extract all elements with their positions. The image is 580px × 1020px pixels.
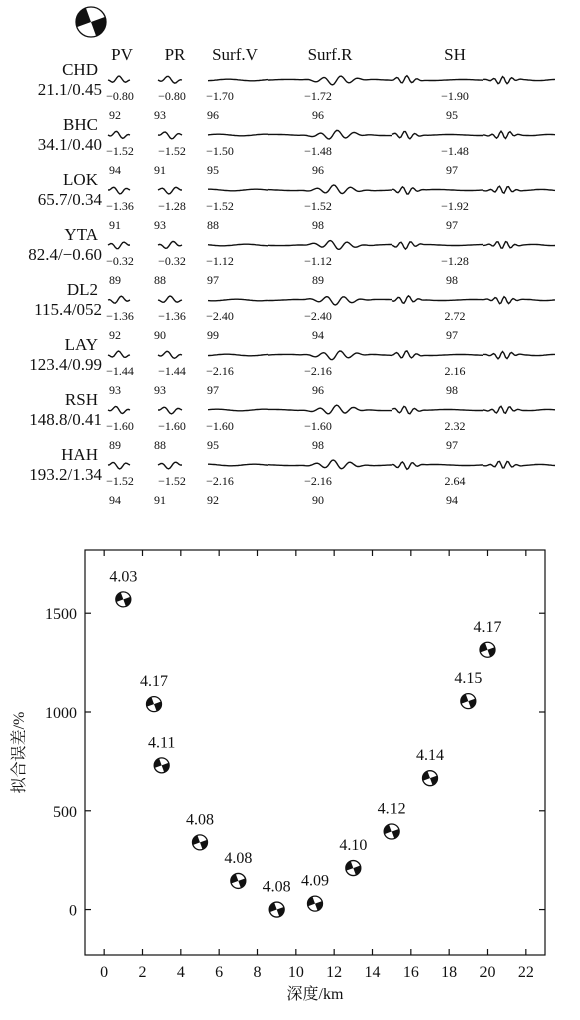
time-shift-value: −1.72 [304, 89, 332, 103]
x-tick-label: 12 [326, 964, 343, 981]
time-shift-value: −1.52 [304, 199, 332, 213]
beachball-icon [154, 758, 169, 773]
time-shift-value: −1.52 [106, 474, 134, 488]
fit-percent-value: 94 [446, 493, 458, 507]
beachball-icon [116, 592, 131, 607]
waveform-trace [108, 463, 130, 469]
waveform-trace [108, 76, 130, 82]
time-shift-value: −2.40 [206, 309, 234, 323]
waveform-trace [392, 406, 483, 413]
waveform-trace [268, 405, 392, 414]
time-shift-value: −1.28 [158, 199, 186, 213]
time-shift-value: −2.16 [304, 364, 332, 378]
waveform-trace [392, 462, 483, 469]
fit-percent-value: 95 [446, 108, 458, 122]
time-shift-value: −1.90 [441, 89, 469, 103]
station-row [34, 280, 555, 342]
waveform-trace [392, 351, 483, 358]
waveform-trace [483, 461, 555, 468]
column-header-0: PV [111, 45, 133, 64]
fit-percent-value: 97 [446, 163, 458, 177]
time-shift-value: −1.28 [441, 254, 469, 268]
waveform-trace [208, 464, 268, 466]
fit-percent-value: 89 [312, 273, 324, 287]
time-shift-value: −2.16 [304, 474, 332, 488]
station-row [38, 60, 555, 122]
waveform-trace [158, 407, 182, 414]
fit-percent-value: 92 [109, 328, 121, 342]
point-label: 4.08 [186, 811, 214, 829]
waveform-trace [392, 132, 483, 139]
waveform-trace [158, 187, 182, 194]
x-tick-label: 8 [253, 964, 262, 981]
waveform-trace [208, 79, 268, 81]
beachball-icon [461, 694, 476, 709]
waveform-trace [268, 460, 392, 469]
fit-percent-value: 95 [207, 438, 219, 452]
plot-frame [85, 550, 545, 955]
waveform-trace [268, 185, 392, 194]
fit-percent-value: 89 [109, 438, 121, 452]
fit-percent-value: 97 [446, 218, 458, 232]
station-name: RSH [64, 390, 98, 409]
fit-percent-value: 94 [109, 163, 121, 177]
point-label: 4.08 [224, 849, 253, 867]
waveform-trace [392, 296, 483, 304]
time-shift-value: −1.36 [106, 309, 134, 323]
time-shift-value: −1.12 [304, 254, 332, 268]
waveform-trace [158, 462, 182, 469]
x-axis-label: 深度/km [286, 986, 344, 1003]
column-header-1: PR [164, 45, 186, 64]
time-shift-value: −1.48 [304, 144, 332, 158]
waveform-trace [158, 296, 182, 302]
waveform-trace [158, 132, 182, 139]
time-shift-value: −1.12 [206, 254, 234, 268]
point-label: 4.10 [339, 837, 368, 855]
station-distance: 115.4/052 [34, 300, 102, 319]
y-axis-label: 拟合误差/% [11, 711, 28, 794]
fit-percent-value: 93 [154, 383, 166, 397]
fit-percent-value: 97 [207, 273, 219, 287]
time-shift-value: −0.32 [158, 254, 186, 268]
waveform-trace [392, 242, 483, 249]
fit-percent-value: 93 [109, 383, 121, 397]
time-shift-value: −1.48 [441, 144, 469, 158]
point-label: 4.08 [262, 878, 291, 896]
station-row [38, 170, 555, 232]
station-row [38, 115, 555, 177]
time-shift-value: −1.52 [206, 199, 234, 213]
point-label: 4.17 [140, 673, 168, 691]
point-label: 4.09 [301, 872, 329, 890]
time-shift-value: −1.44 [106, 364, 134, 378]
x-tick-label: 4 [176, 964, 185, 981]
waveform-trace [268, 351, 392, 360]
fit-percent-value: 90 [312, 493, 324, 507]
point-label: 4.14 [416, 747, 444, 765]
time-shift-value: −0.80 [158, 89, 186, 103]
depth-misfit-chart [0, 530, 580, 1015]
station-distance: 82.4/−0.60 [28, 245, 102, 264]
fit-percent-value: 92 [207, 493, 219, 507]
fit-percent-value: 89 [109, 273, 121, 287]
beachball-icon [480, 642, 495, 657]
time-shift-value: −1.52 [158, 474, 186, 488]
time-shift-value: −1.60 [206, 419, 234, 433]
fit-percent-value: 88 [154, 273, 166, 287]
fit-percent-value: 90 [154, 328, 166, 342]
beachball-icon [192, 835, 207, 850]
fit-percent-value: 94 [109, 493, 121, 507]
waveform-trace [158, 76, 182, 83]
beachball-icon [346, 861, 361, 876]
time-shift-value: −1.36 [158, 309, 186, 323]
time-shift-value: −1.60 [106, 419, 134, 433]
time-shift-value: −1.92 [441, 199, 469, 213]
y-tick-label: 1000 [45, 705, 77, 722]
x-tick-label: 6 [215, 964, 224, 981]
waveform-trace [483, 406, 555, 413]
waveform-trace [483, 131, 555, 138]
waveform-trace [483, 242, 555, 249]
waveform-trace [208, 299, 268, 301]
x-tick-label: 22 [517, 964, 534, 981]
x-tick-label: 20 [479, 964, 496, 981]
waveform-trace [108, 351, 130, 357]
x-tick-label: 18 [441, 964, 458, 981]
time-shift-value: 2.32 [444, 419, 466, 433]
fit-percent-value: 99 [207, 328, 219, 342]
waveform-trace [483, 352, 555, 359]
waveform-trace [158, 241, 182, 248]
waveform-trace [392, 187, 483, 194]
column-header-3: Surf.R [307, 45, 353, 64]
fit-percent-value: 98 [312, 438, 324, 452]
fit-percent-value: 91 [154, 163, 166, 177]
station-row [29, 335, 555, 397]
time-shift-value: −1.44 [158, 364, 186, 378]
waveform-trace [268, 297, 392, 305]
fit-percent-value: 98 [446, 273, 458, 287]
waveform-trace [208, 354, 268, 356]
x-tick-label: 10 [287, 964, 304, 981]
time-shift-value: −1.52 [158, 144, 186, 158]
station-row [29, 445, 555, 507]
station-distance: 21.1/0.45 [37, 80, 102, 99]
time-shift-value: −2.40 [304, 309, 332, 323]
fit-percent-value: 94 [312, 328, 324, 342]
fit-percent-value: 97 [207, 383, 219, 397]
waveform-trace [108, 242, 130, 249]
column-header-4: SH [444, 45, 466, 64]
fit-percent-value: 92 [109, 108, 121, 122]
waveform-trace [483, 77, 555, 84]
station-distance: 123.4/0.99 [29, 355, 102, 374]
beachball-icon [146, 697, 161, 712]
fit-percent-value: 88 [154, 438, 166, 452]
station-distance: 193.2/1.34 [29, 465, 102, 484]
fit-percent-value: 97 [446, 328, 458, 342]
point-label: 4.17 [473, 618, 502, 636]
station-name: DL2 [66, 280, 98, 299]
fit-percent-value: 93 [154, 108, 166, 122]
time-shift-value: −1.36 [106, 199, 134, 213]
time-shift-value: −1.60 [304, 419, 332, 433]
station-distance: 34.1/0.40 [37, 135, 102, 154]
beachball-icon [269, 902, 284, 917]
beachball-icon [231, 873, 246, 888]
fit-percent-value: 91 [154, 493, 166, 507]
station-name: LOK [63, 170, 98, 189]
time-shift-value: −1.50 [206, 144, 234, 158]
fit-percent-value: 91 [109, 218, 121, 232]
waveform-trace [108, 131, 130, 138]
fit-percent-value: 97 [446, 438, 458, 452]
x-tick-label: 0 [100, 964, 109, 981]
depth-misfit-svg [0, 530, 580, 1015]
station-name: LAY [64, 335, 98, 354]
time-shift-value: −2.16 [206, 474, 234, 488]
point-label: 4.15 [454, 670, 483, 688]
fit-percent-value: 96 [207, 108, 219, 122]
point-label: 4.12 [377, 800, 406, 818]
fit-percent-value: 96 [312, 163, 324, 177]
waveform-trace [208, 134, 268, 136]
waveform-trace [268, 241, 392, 250]
waveform-trace [268, 76, 392, 85]
waveform-trace [208, 189, 268, 191]
time-shift-value: 2.64 [444, 474, 466, 488]
fit-percent-value: 96 [312, 383, 324, 397]
waveform-trace [208, 409, 268, 411]
point-label: 4.11 [147, 734, 176, 752]
station-distance: 148.8/0.41 [29, 410, 102, 429]
waveform-trace [392, 76, 483, 83]
waveform-trace [483, 186, 555, 193]
waveform-trace [158, 351, 182, 358]
column-header-2: Surf.V [212, 45, 258, 64]
y-tick-label: 1500 [45, 606, 77, 624]
waveform-trace [483, 297, 555, 304]
fit-percent-value: 93 [154, 218, 166, 232]
fit-percent-value: 98 [446, 383, 458, 397]
fit-percent-value: 88 [207, 218, 219, 232]
y-tick-label: 0 [69, 902, 77, 920]
waveform-trace [268, 130, 392, 139]
time-shift-value: −0.80 [106, 89, 134, 103]
waveform-trace [108, 296, 130, 303]
x-tick-label: 14 [364, 964, 381, 981]
x-tick-label: 16 [402, 964, 419, 981]
waveform-trace [208, 244, 268, 246]
time-shift-value: 2.72 [444, 309, 466, 323]
waveform-trace [108, 187, 130, 194]
fit-percent-value: 95 [207, 163, 219, 177]
station-name: BHC [63, 115, 98, 134]
beachball-icon [307, 896, 322, 911]
x-tick-label: 2 [138, 964, 147, 981]
beachball-icon [76, 7, 106, 37]
fit-percent-value: 98 [312, 218, 324, 232]
station-name: YTA [64, 225, 98, 244]
station-name: HAH [61, 445, 98, 464]
time-shift-value: −1.70 [206, 89, 234, 103]
station-row [29, 390, 555, 452]
time-shift-value: 2.16 [444, 364, 466, 378]
station-distance: 65.7/0.34 [37, 190, 102, 209]
beachball-icon [384, 824, 399, 839]
point-label: 4.03 [109, 568, 138, 586]
station-name: CHD [62, 60, 98, 79]
time-shift-value: −1.60 [158, 419, 186, 433]
waveform-trace [108, 407, 130, 414]
station-row [28, 225, 555, 287]
beachball-icon [422, 771, 437, 786]
fit-percent-value: 96 [312, 108, 324, 122]
time-shift-value: −0.32 [106, 254, 134, 268]
time-shift-value: −1.52 [106, 144, 134, 158]
y-tick-label: 500 [53, 803, 77, 821]
time-shift-value: −2.16 [206, 364, 234, 378]
